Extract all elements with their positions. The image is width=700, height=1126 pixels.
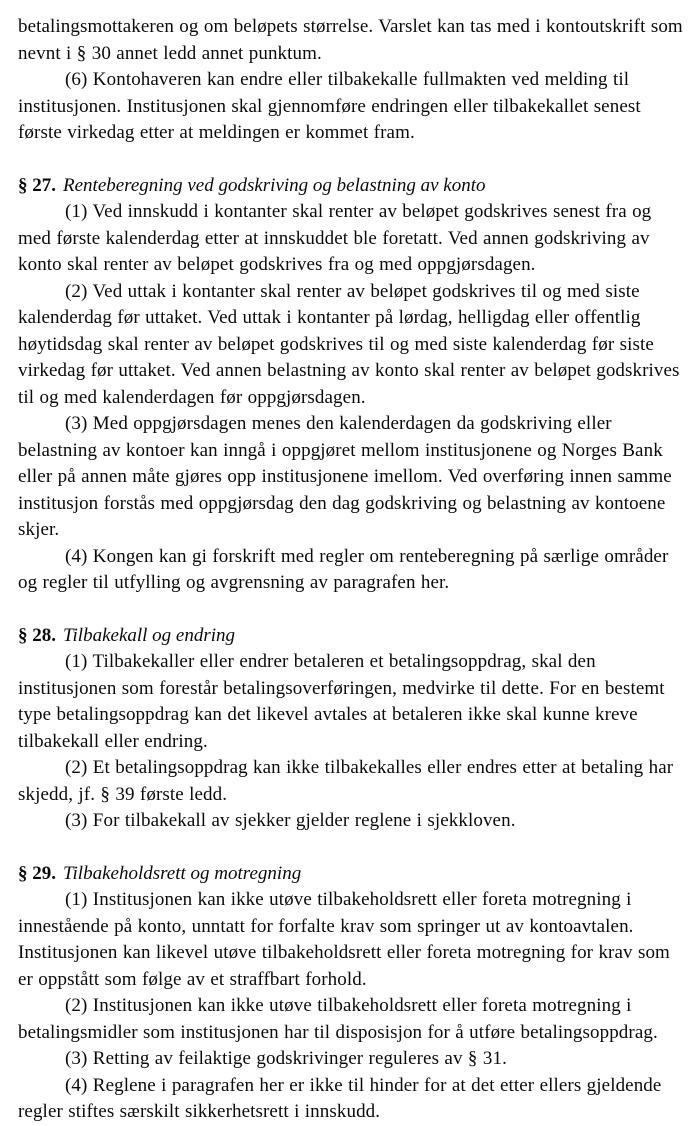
paragraph: (4) Kongen kan gi forskrift med regler om renteberegning på særlige områder og regler til utfylling og avgrensning av paragrafen her. [18, 545, 669, 593]
section-title: Tilbakekall og endring [63, 624, 236, 646]
paragraph: (1) Ved innskudd i kontanter skal renter av beløpet godskrives senest fra og med første kalenderdag etter at innskuddet ble foretatt. Ved annen godskriving av konto skal renter av beløpet godskrives fra og med oppgjørsdagen. [18, 201, 652, 275]
section-number: § 29. [18, 862, 56, 884]
section-heading-28 [18, 623, 686, 650]
section-heading-27 [18, 173, 686, 200]
section-title: Tilbakeholdsrett og motregning [63, 862, 302, 884]
paragraph: (6) Kontohaveren kan endre eller tilbakekalle fullmakten ved melding til institusjonen. Institusjonen skal gjennomføre endringen eller tilbakekallet senest første virkedag etter at meldingen er kommet fram. [18, 69, 641, 143]
paragraph: (3) For tilbakekall av sjekker gjelder reglene i sjekkloven. [65, 810, 516, 831]
paragraph: (3) Med oppgjørsdagen menes den kalenderdagen da godskriving eller belastning av kontoer kan inngå i oppgjøret mellom institusjonene og Norges Bank eller på annen måte gjøres opp institusjonene imellom. Ved overføring innen samme institusjon forstås med oppgjørsdag den dag godskriving og belastning av kontoene skjer. [18, 413, 672, 540]
paragraph: (1) Institusjonen kan ikke utøve tilbakeholdsrett eller foreta motregning i innestående på konto, unntatt for forfalte krav som springer ut av kontoavtalen. Institusjonen kan likevel utøve tilbakeholdsrett eller foreta motregning for krav som er oppstått som følge av et straffbart forhold. [18, 889, 670, 990]
paragraph: (1) Tilbakekaller eller endrer betaleren et betalingsoppdrag, skal den institusjonen som forestår betalingsoverføringen, medvirke til dette. For en bestemt type betalingsoppdrag kan det likevel avtales at betaleren ikke skal kunne kreve tilbakekall eller endring. [18, 651, 665, 752]
paragraph: (2) Institusjonen kan ikke utøve tilbakeholdsrett eller foreta motregning i betalingsmidler som institusjonen har til disposisjon for å utføre betalingsoppdrag. [18, 995, 658, 1043]
section-heading-29 [18, 861, 686, 888]
section-number: § 28. [18, 624, 56, 646]
continuation-paragraph: betalingsmottakeren og om beløpets størrelse. Varslet kan tas med i kontoutskrift som nevnt i § 30 annet ledd annet punktum. [18, 16, 683, 64]
section-title: Renteberegning ved godskriving og belastning av konto [63, 174, 486, 196]
paragraph: (2) Ved uttak i kontanter skal renter av beløpet godskrives til og med siste kalenderdag før uttaket. Ved uttak i kontanter på lørdag, helligdag eller offentlig høytidsdag skal renter av beløpet godskrives til og med siste kalenderdag før siste virkedag før uttaket. Ved annen belastning av konto skal renter av beløpet godskrives til og med kalenderdagen før oppgjørsdagen. [18, 280, 680, 408]
section-number: § 27. [18, 174, 56, 196]
paragraph: (4) Reglene i paragrafen her er ikke til hinder for at det etter ellers gjeldende regler stiftes særskilt sikkerhetsrett i innskudd. [18, 1074, 662, 1122]
paragraph: (2) Et betalingsoppdrag kan ikke tilbakekalles eller endres etter at betaling har skjedd, jf. § 39 første ledd. [18, 757, 674, 805]
paragraph: (3) Retting av feilaktige godskrivinger reguleres av § 31. [65, 1048, 507, 1069]
